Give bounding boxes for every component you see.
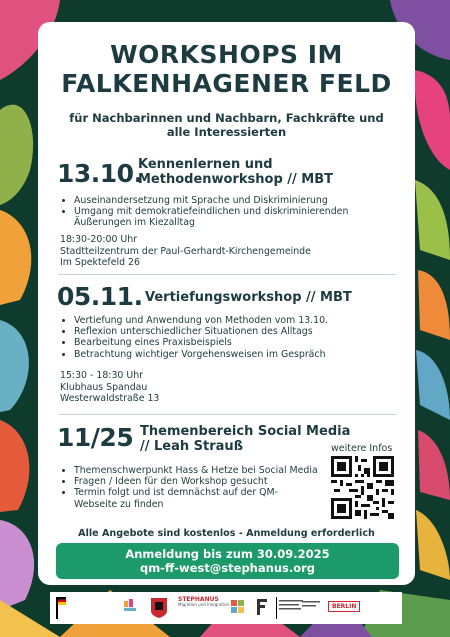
registration-email-link[interactable]: qm-ff-west@stephanus.org [139, 561, 316, 575]
federal-logo-icon [300, 597, 324, 619]
partner-logo-icon [122, 597, 142, 619]
workshop-2-heading-line-1: Vertiefungsworkshop // MBT [145, 290, 352, 305]
flyer-subtitle [58, 111, 395, 139]
title-line-2: FALKENHAGENER FELD [61, 69, 392, 98]
list-item: • Reflexion unterschiedlicher Situationen des Alltags [74, 326, 404, 337]
ff-logo-icon [255, 597, 271, 619]
flyer-title [38, 40, 415, 98]
list-item: • Bearbeitung eines Praxisbeispiels [74, 337, 404, 348]
list-item: • Themenschwerpunkt Hass & Hetze bei Social Media [74, 465, 319, 476]
qr-label: weitere Infos [331, 443, 393, 454]
workshop-1-bullets [60, 195, 374, 229]
workshop-1-heading-line-2: Methodenworkshop // MBT [138, 172, 334, 187]
stephanus-logo-text: STEPHANUS [178, 596, 219, 603]
workshop-2-info [60, 370, 159, 405]
registration-deadline: Anmeldung bis zum 30.09.2025 [125, 547, 330, 561]
title-line-1: WORKSHOPS IM [110, 40, 343, 69]
workshop-2-date: 05.11. [57, 282, 143, 311]
workshop-3-heading [140, 424, 350, 454]
workshop-2-bullets [60, 315, 404, 360]
sponsor-logos [50, 592, 402, 624]
registration-banner[interactable] [56, 543, 399, 579]
workshop-3-bullets [60, 465, 319, 510]
workshop-1-heading [138, 157, 333, 187]
workshop-1-info [60, 234, 311, 269]
list-item: • Betrachtung wichtiger Vorgehensweisen im Gespräch [74, 349, 404, 360]
workshop-1-time: 18:30-20:00 Uhr [60, 234, 138, 245]
spandau-logo-icon [150, 597, 172, 619]
stephanus-logo-subtext: Migration und Integration [178, 602, 230, 607]
workshop-2-time: 15:30 - 18:30 Uhr [60, 370, 144, 381]
workshop-1-date: 13.10. [57, 159, 143, 188]
workshop-2-venue: Klubhaus Spandau [60, 381, 148, 393]
workshop-1-venue: Stadtteilzentrum der Paul-Gerhardt-Kirchengemeinde [60, 245, 311, 257]
list-item: • Auseinandersetzung mit Sprache und Diskriminierung [74, 195, 374, 206]
workshop-1-address: Im Spektefeld 26 [60, 257, 140, 269]
free-offer-note: Alle Angebote sind kostenlos - Anmeldung erforderlich [78, 528, 375, 539]
list-item: • Fragen / Ideen für den Workshop gesucht [74, 476, 319, 487]
berlin-logo: BERLIN [328, 601, 360, 612]
workshop-2-address: Westerwaldstraße 13 [60, 393, 160, 405]
workshop-3-heading-line-2: // Leah Strauß [140, 439, 244, 454]
qr-code-icon[interactable] [331, 456, 394, 519]
workshop-3-date: 11/25 [57, 423, 134, 452]
list-item: • Vertiefung und Anwendung von Methoden vom 13.10. [74, 315, 404, 326]
divider [58, 274, 396, 275]
list-item: • Umgang mit demokratiefeindlichen und diskriminierenden Äußerungen im Kiezalltag [74, 206, 374, 228]
divider [58, 414, 396, 415]
list-item: • Termin folgt und ist demnächst auf der QM-Webseite zu finden [74, 487, 319, 509]
subtitle-line-1: für Nachbarinnen und Nachbarn, Fachkräfte und [69, 111, 384, 125]
ministry-logo-icon [56, 597, 98, 619]
workshop-3-heading-line-1: Themenbereich Social Media [140, 424, 351, 439]
workshop-2-heading [145, 290, 352, 305]
quartier-logo-icon [230, 597, 250, 619]
subtitle-line-2: alle Interessierten [166, 125, 287, 139]
workshop-1-heading-line-1: Kennenlernen und [138, 157, 273, 172]
